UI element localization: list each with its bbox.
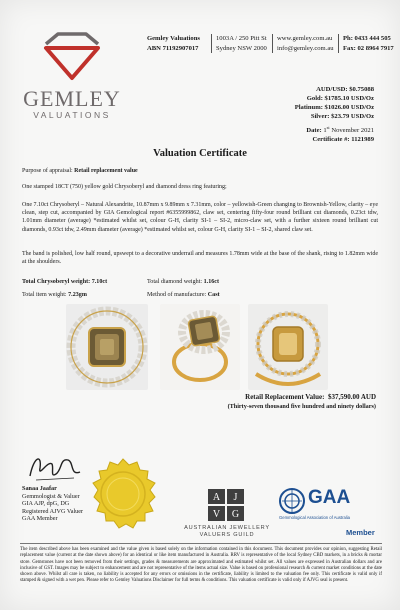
chrysoberyl-weight-label: Total Chrysoberyl weight: <box>22 279 91 285</box>
fax-number: Fax: 02 8964 7917 <box>343 44 394 52</box>
ajvg-caption <box>172 525 282 539</box>
manufacture-method-value: Cast <box>207 292 220 298</box>
chrysoberyl-weight-value: 7.10ct <box>91 279 108 285</box>
ajvg-line1: AUSTRALIAN JEWELLERY <box>184 525 270 531</box>
item-weight-value: 7.23gm <box>68 292 87 298</box>
retail-value-amount: $37,590.00 AUD <box>327 393 376 401</box>
header-address <box>211 34 267 53</box>
header-phone <box>338 34 394 53</box>
address-line2: Sydney NSW 2000 <box>216 44 267 52</box>
gemley-gem-logo-icon <box>40 30 104 82</box>
diamond-weight <box>147 279 219 285</box>
brand-subtitle: VALUATIONS <box>33 110 111 120</box>
header-company <box>147 34 200 53</box>
purpose-label: Purpose of appraisal: <box>22 168 73 174</box>
svg-text:J: J <box>233 492 238 503</box>
gaa-globe-icon <box>278 487 306 515</box>
rate-aud-usd: AUD/USD: $0.75088 <box>316 86 374 93</box>
date-block <box>306 123 374 145</box>
ring-photo-back <box>248 304 328 390</box>
svg-text:V: V <box>212 509 221 520</box>
certificate-title: Valuation Certificate <box>153 148 247 159</box>
svg-text:A: A <box>212 492 221 503</box>
purpose-line <box>22 167 378 175</box>
phone-number: Ph: 0433 444 505 <box>343 35 391 42</box>
date-rest: November 2021 <box>331 127 374 135</box>
signature-image <box>24 450 84 484</box>
ajvg-line2: VALUERS GUILD <box>199 531 255 538</box>
ring-photo-top <box>66 304 148 390</box>
svg-text:G: G <box>231 509 240 520</box>
item-weight <box>22 292 87 298</box>
brand-wordmark: GEMLEY <box>23 86 121 111</box>
metal-rates <box>295 85 374 121</box>
email-link[interactable]: info@gemley.com.au <box>277 44 334 52</box>
retail-value <box>245 393 376 401</box>
rate-gold: Gold: $1785.10 USD/Oz <box>306 95 374 102</box>
date-suffix: st <box>326 125 330 130</box>
address-line1: 1003A / 250 Pitt St <box>216 35 267 42</box>
footer-disclaimer: The item described above has been examined and the value given is based solely on the information contained in this document. This document provides our opinion, suggesting Retail replacement value (current at the date shown above) for an identical or like item manufactured in Australia. RRV is representative of the local Sydney CBD markets, in a bricks & mortar store. Gemstones have not been removed from their settings, grades & measurements are approximated and estimated whilst set. All values are expressed in Australian dollars and are inclusive of GST. Images may be subject to enhancement and are not representative of the items actual size. Value is based on professional research & current market conditions at the date shown above. Whilst all care is taken, no liability is accepted for any errors or omissions in the certificate, liability is limited to the valuation fee only. This certificate is valid only if stamped & signed with a wet pen. Please refer to Gemley Valuations Disclaimer for full terms & conditions. This valuation certificate is valid only if AJVG seal is present. <box>20 547 382 584</box>
company-abn: ABN 71192907017 <box>147 44 199 52</box>
ring-top-view-image <box>66 304 148 390</box>
signatory-qualifications: GIA AJP, dpG, DG <box>22 500 70 508</box>
gold-seal-icon <box>84 457 162 535</box>
header-web <box>272 34 334 53</box>
ring-photo-side <box>160 304 240 390</box>
website-link[interactable]: www.gemley.com.au <box>277 35 333 42</box>
date-day: 1 <box>323 127 327 135</box>
gaa-logo-text: GAA <box>308 487 351 508</box>
signatory-name: Sanaa Jaafar <box>22 485 57 492</box>
gaa-member-label: Member <box>346 528 375 537</box>
ajvg-logo-icon <box>207 488 245 522</box>
footer-divider <box>20 543 382 544</box>
company-name: Gemley Valuations <box>147 35 200 42</box>
intro-text: One stamped 18CT (750) yellow gold Chrysoberyl and diamond dress ring featuring; <box>22 184 227 190</box>
date-label: Date: <box>306 127 322 135</box>
certificate-label: Certificate #: <box>312 136 350 144</box>
rate-platinum: Platinum: $1026.00 USD/Oz <box>294 104 374 111</box>
diamond-weight-value: 1.16ct <box>203 279 220 285</box>
purpose-value: Retail replacement value <box>74 168 138 174</box>
signatory-membership: GAA Member <box>22 515 58 523</box>
certificate-number: 1121989 <box>351 136 374 144</box>
signatory-title: Gemmologist & Valuer <box>22 492 80 500</box>
signatory-registration: Registered AJVG Valuer <box>22 507 84 515</box>
manufacture-method <box>147 292 220 298</box>
retail-value-label: Retail Replacement Value: <box>245 393 325 401</box>
item-weight-label: Total item weight: <box>22 292 67 298</box>
ring-back-view-image <box>248 304 328 390</box>
manufacture-method-label: Method of manufacture: <box>147 292 207 298</box>
rate-silver: Silver: $23.79 USD/Oz <box>310 113 374 120</box>
band-description: The band is polished, low half round, upswept to a decorative underrail and measures 1.78mm wide at the base of the shank, rising to 1.82mm wide at the shoulders. <box>22 251 378 266</box>
signatory-block <box>22 485 83 523</box>
retail-value-words: (Thirty-seven thousand five hundred and ninety dollars) <box>227 403 376 410</box>
ring-side-view-image <box>160 304 240 390</box>
gem-description: One 7.10ct Chrysoberyl – Natural Alexandrite, 10.87mm x 9.89mm x 7.31mm, color – yellowish-Green changing to Brownish-Yellow, clarity – eye clean, step cut, accompanied by GIA Gemological report #6355999862, claw set, centering fifty-four round brilliant cut diamonds, 0.23ct tdw, 1.01mm diameter (average) *estimated whilst set, colour G-H, clarity SI-1 – SI-2, micro-claw set, with a further sixteen round brilliant cut diamonds, 0.93ct tdw, 2.49mm diameter (average) *estimated whilst set, colour G-H, clarity SI-1 – SI-2, shared claw set. <box>22 202 378 233</box>
gaa-subtitle: Gemmological Association of Australia <box>279 515 350 520</box>
chrysoberyl-weight <box>22 279 107 285</box>
diamond-weight-label: Total diamond weight: <box>147 279 203 285</box>
